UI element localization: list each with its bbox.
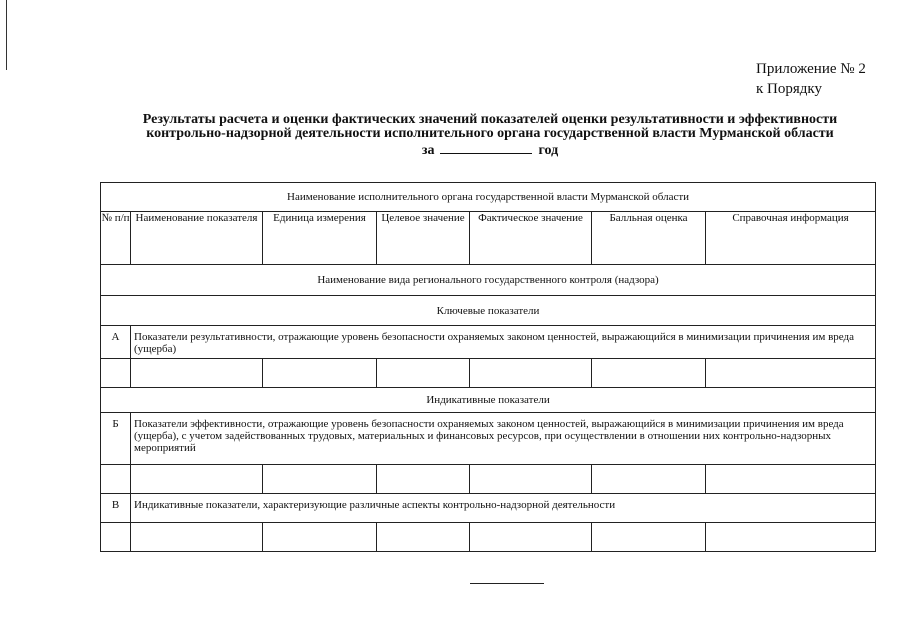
col-header-reference-info: Справочная информация: [706, 212, 876, 265]
page-edge-line: [6, 0, 7, 70]
empty-cell[interactable]: [131, 523, 263, 552]
empty-cell[interactable]: [470, 359, 592, 388]
title-god: год: [538, 143, 559, 158]
empty-cell[interactable]: [706, 359, 876, 388]
empty-cell[interactable]: [377, 523, 470, 552]
indicative-indicators-row: Индикативные показатели: [101, 388, 876, 413]
empty-cell[interactable]: [706, 465, 876, 494]
appendix-number: Приложение № 2: [756, 61, 866, 77]
col-header-actual-value: Фактическое значение: [470, 212, 592, 265]
title-za: за: [421, 143, 435, 158]
appendix-label: [756, 59, 866, 99]
footer-divider: [470, 583, 544, 584]
document-title: [95, 113, 885, 158]
empty-cell[interactable]: [101, 359, 131, 388]
empty-cell[interactable]: [592, 465, 706, 494]
control-type-row: Наименование вида регионального государственного контроля (надзора): [101, 265, 876, 296]
empty-cell[interactable]: [470, 523, 592, 552]
empty-cell[interactable]: [592, 359, 706, 388]
empty-cell[interactable]: [263, 359, 377, 388]
col-header-indicator-name: Наименование показателя: [131, 212, 263, 265]
table-row: [101, 359, 876, 388]
table-row: [101, 465, 876, 494]
title-line-1: Результаты расчета и оценки фактических значений показателей оценки результативности и эффективности: [142, 112, 838, 127]
key-indicators-row: Ключевые показатели: [101, 296, 876, 326]
section-b-description: Показатели эффективности, отражающие уровень безопасности охраняемых законом ценностей, выражающийся в минимизации причинения им вреда (ущерба), с учетом задействованных трудовых, материальных и финансовых ресурсов, при осуществлении в отношении них контрольно-надзорных мероприятий: [131, 413, 876, 465]
col-header-score: Балльная оценка: [592, 212, 706, 265]
section-v-description: Индикативные показатели, характеризующие различные аспекты контрольно-надзорной деятельности: [131, 494, 876, 523]
col-header-number: № п/п: [101, 212, 131, 265]
empty-cell[interactable]: [263, 523, 377, 552]
empty-cell[interactable]: [131, 465, 263, 494]
table-row: [101, 523, 876, 552]
org-name-header: Наименование исполнительного органа государственной власти Мурманской области: [101, 183, 876, 212]
empty-cell[interactable]: [377, 359, 470, 388]
appendix-reference: к Порядку: [756, 81, 822, 97]
empty-cell[interactable]: [263, 465, 377, 494]
empty-cell[interactable]: [592, 523, 706, 552]
section-a-letter: А: [101, 326, 131, 359]
empty-cell[interactable]: [470, 465, 592, 494]
empty-cell[interactable]: [101, 523, 131, 552]
section-v-letter: В: [101, 494, 131, 523]
title-year-line: [95, 142, 885, 158]
year-blank-field[interactable]: [440, 142, 532, 154]
title-line-2: контрольно-надзорной деятельности исполнительного органа государственной власти Мурманской области: [146, 126, 834, 141]
empty-cell[interactable]: [706, 523, 876, 552]
col-header-unit: Единица измерения: [263, 212, 377, 265]
empty-cell[interactable]: [377, 465, 470, 494]
empty-cell[interactable]: [131, 359, 263, 388]
indicators-table: [100, 182, 876, 552]
section-b-letter: Б: [101, 413, 131, 465]
section-a-description: Показатели результативности, отражающие уровень безопасности охраняемых законом ценностей, выражающийся в минимизации причинения им вреда (ущерба): [131, 326, 876, 359]
empty-cell[interactable]: [101, 465, 131, 494]
col-header-target-value: Целевое значение: [377, 212, 470, 265]
